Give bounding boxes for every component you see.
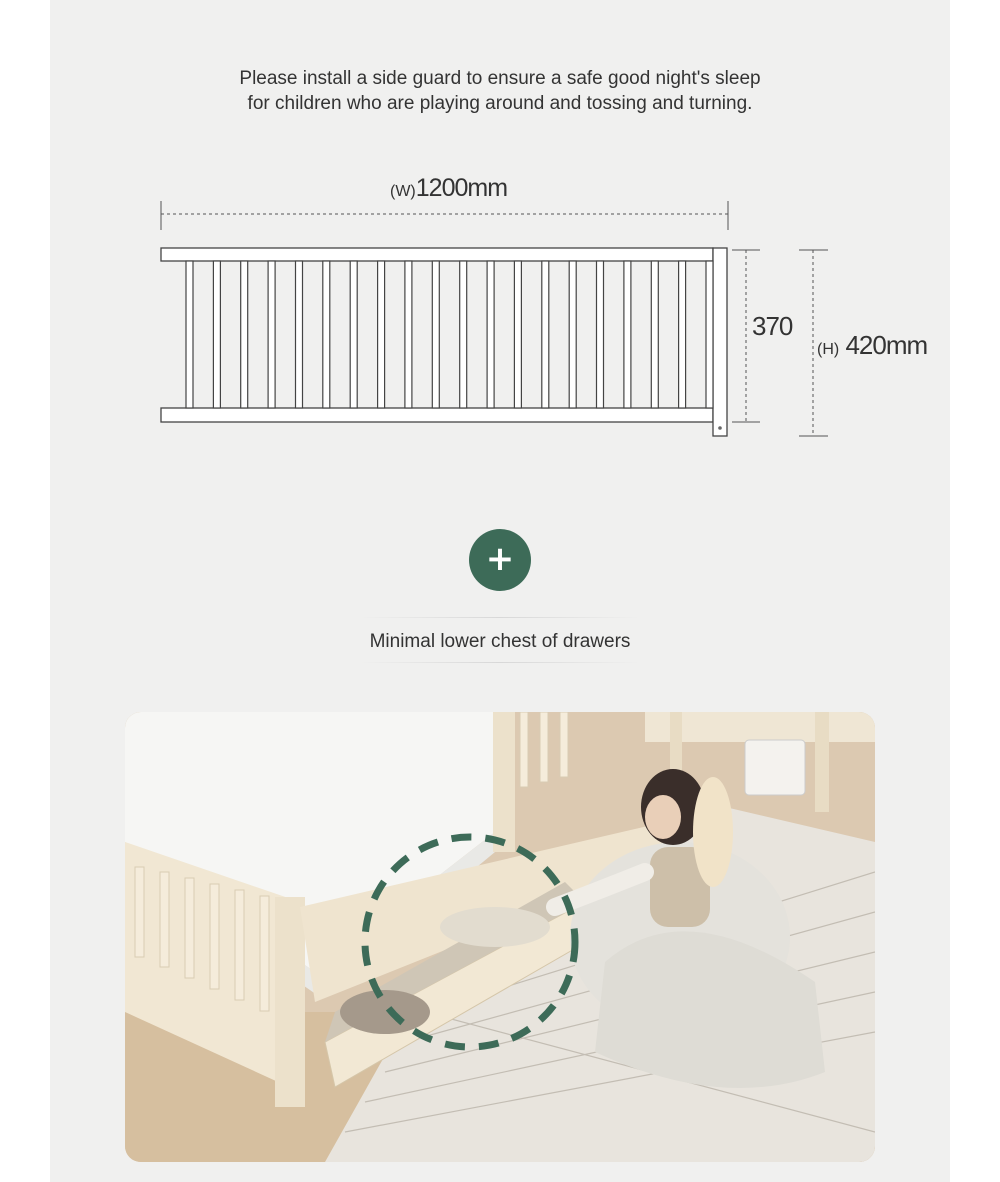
guard-slat [460, 261, 467, 408]
guard-slats [186, 261, 713, 408]
drawer-product-photo [125, 712, 875, 1162]
guard-slat [514, 261, 521, 408]
guard-slat [350, 261, 357, 408]
feature-title: Minimal lower chest of drawers [369, 631, 631, 652]
post-bolt-icon [718, 426, 722, 430]
guard-slat [651, 261, 658, 408]
width-dimension-label [390, 174, 507, 203]
guard-slat [679, 261, 686, 408]
guard-slat [186, 261, 193, 408]
height-value: 420mm [845, 330, 928, 360]
height-dimension-label [817, 330, 927, 361]
guard-slat [624, 261, 631, 408]
guard-slat [487, 261, 494, 408]
inner-height-label: 370 [752, 311, 793, 341]
intro-line-1: Please install a side guard to ensure a safe good night's sleep [239, 68, 761, 89]
divider-top [360, 617, 640, 618]
guard-slat [405, 261, 412, 408]
divider-bottom [360, 662, 640, 663]
guard-slat [213, 261, 220, 408]
height-prefix: (H) [817, 341, 840, 358]
guard-slat [323, 261, 330, 408]
guard-slat [268, 261, 275, 408]
intro-line-2: for children who are playing around and tossing and turning. [247, 93, 753, 114]
guard-slat [706, 261, 713, 408]
drawer-photo-illustration [125, 712, 875, 1162]
width-dimension-line [161, 201, 728, 230]
guard-slat [432, 261, 439, 408]
side-guard-diagram [0, 0, 1000, 460]
guard-slat [296, 261, 303, 408]
plus-button[interactable] [469, 529, 531, 591]
width-value: 1200mm [415, 174, 508, 202]
guard-slat [241, 261, 248, 408]
guard-slat [597, 261, 604, 408]
guard-slat [378, 261, 385, 408]
guard-slat [542, 261, 549, 408]
width-prefix: (W) [390, 183, 416, 200]
guard-slat [569, 261, 576, 408]
plus-icon: + [485, 539, 515, 579]
